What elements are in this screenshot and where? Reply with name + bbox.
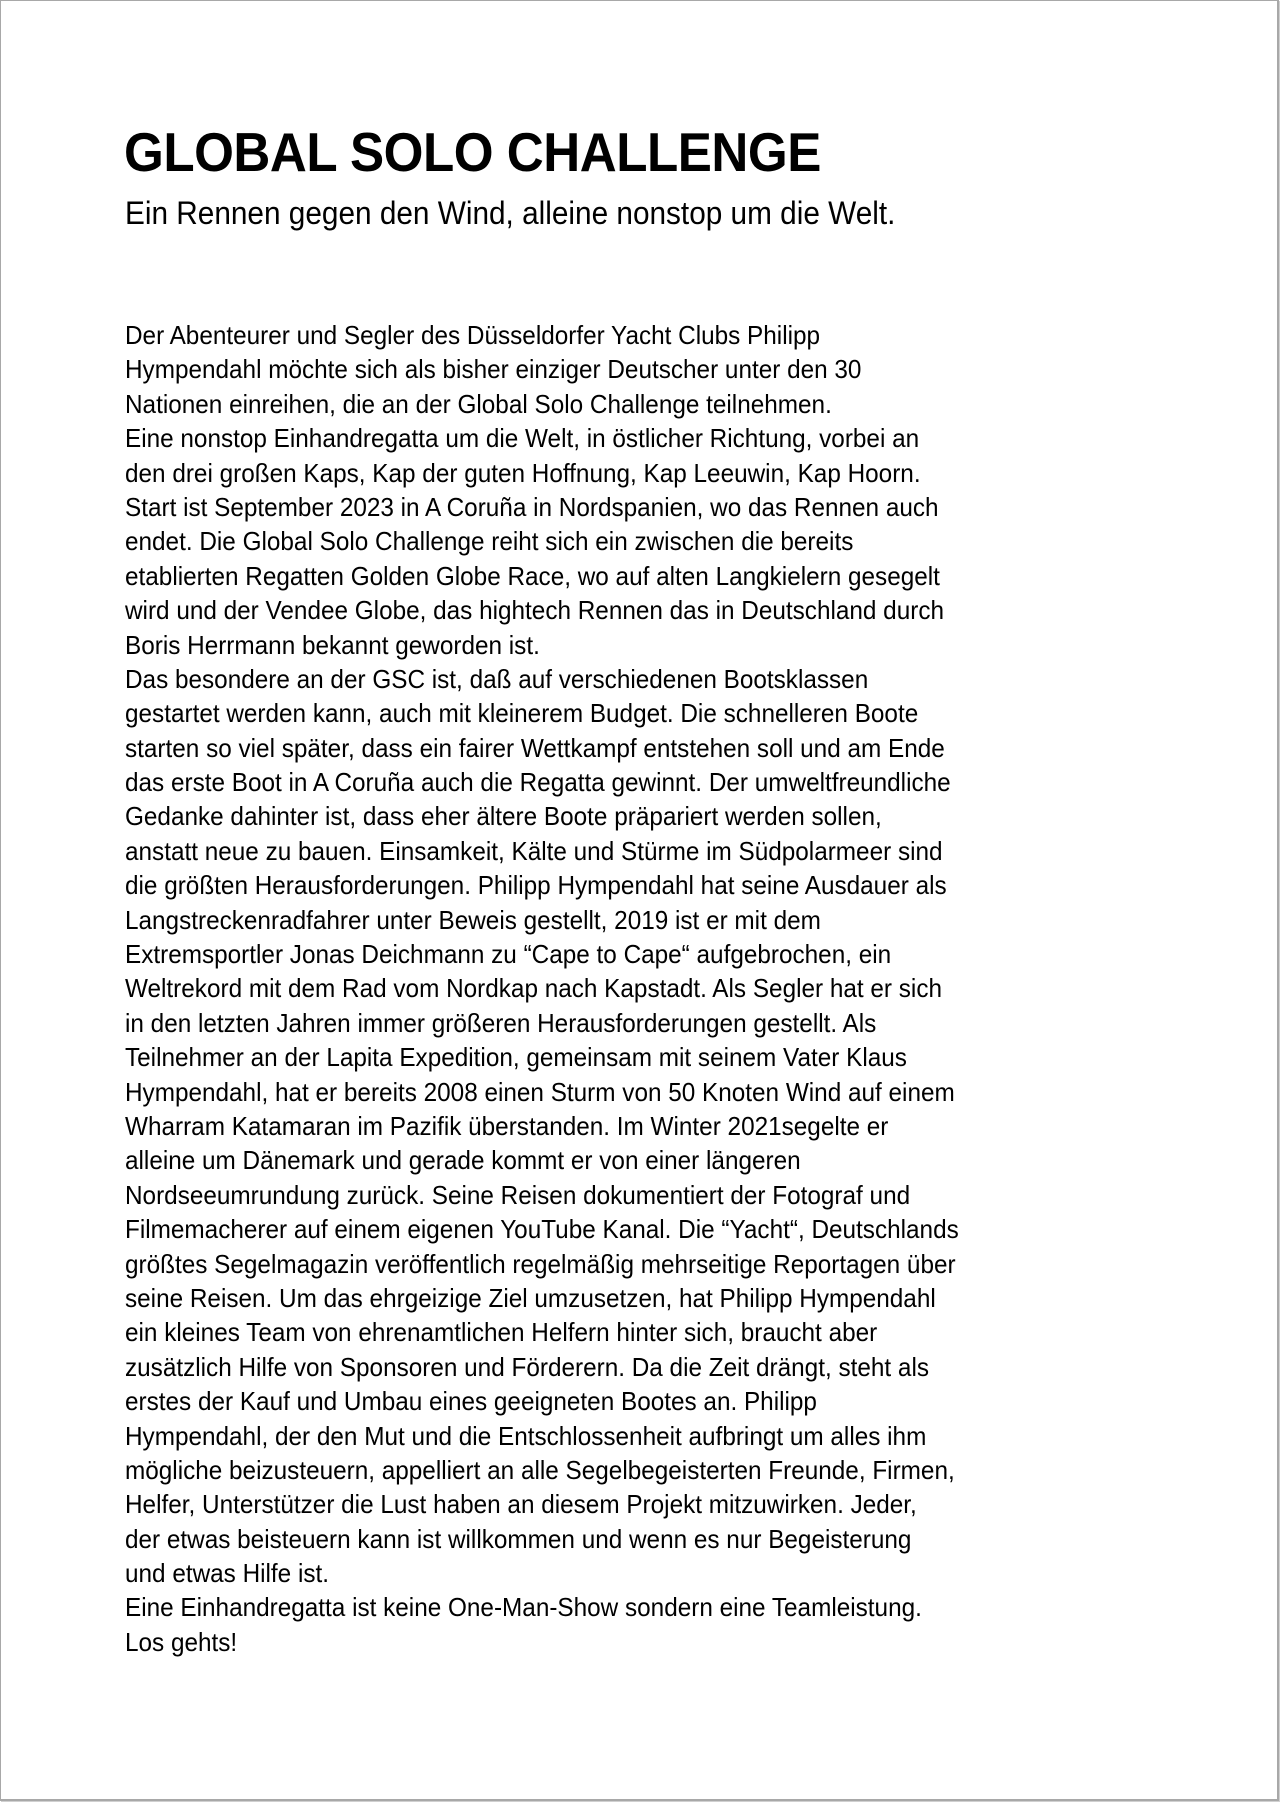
body-text-line: Extremsportler Jonas Deichmann zu “Cape to Cape“ aufgebrochen, ein xyxy=(125,939,892,970)
body-text-line: Nordseeumrundung zurück. Seine Reisen dokumentiert der Fotograf und xyxy=(125,1179,911,1210)
document-subtitle: Ein Rennen gegen den Wind, alleine nonstop um die Welt. xyxy=(125,195,896,231)
body-text-line: Teilnehmer an der Lapita Expedition, gemeinsam mit seinem Vater Klaus xyxy=(125,1042,907,1073)
body-text-line: ein kleines Team von ehrenamtlichen Helfern hinter sich, braucht aber xyxy=(125,1317,878,1348)
body-text-line: Boris Herrmann bekannt geworden ist. xyxy=(125,629,540,660)
body-text-line: seine Reisen. Um das ehrgeizige Ziel umzusetzen, hat Philipp Hympendahl xyxy=(125,1282,936,1313)
body-text-line: größtes Segelmagazin veröffentlich regelmäßig mehrseitige Reportagen über xyxy=(125,1248,956,1279)
body-text-line: wird und der Vendee Globe, das hightech Rennen das in Deutschland durch xyxy=(125,595,945,626)
body-text-line: zusätzlich Hilfe von Sponsoren und Förderern. Da die Zeit drängt, steht als xyxy=(125,1351,930,1382)
body-text-line: gestartet werden kann, auch mit kleinerem Budget. Die schnelleren Boote xyxy=(125,698,919,729)
body-text-line: Wharram Katamaran im Pazifik überstanden. Im Winter 2021segelte er xyxy=(125,1110,889,1141)
body-text-line: Weltrekord mit dem Rad vom Nordkap nach Kapstadt. Als Segler hat er sich xyxy=(125,973,943,1004)
body-text-line: Nationen einreihen, die an der Global Solo Challenge teilnehmen. xyxy=(125,388,832,419)
body-text-line: anstatt neue zu bauen. Einsamkeit, Kälte und Stürme im Südpolarmeer sind xyxy=(125,835,943,866)
body-text-line: Gedanke dahinter ist, dass eher ältere Boote präpariert werden sollen, xyxy=(125,801,882,832)
body-text-line: Filmemacherer auf einem eigenen YouTube Kanal. Die “Yacht“, Deutschlands xyxy=(125,1214,959,1245)
body-text-line: Hympendahl, hat er bereits 2008 einen Sturm von 50 Knoten Wind auf einem xyxy=(125,1076,955,1107)
document-title: GLOBAL SOLO CHALLENGE xyxy=(124,121,821,183)
body-text-line: Langstreckenradfahrer unter Beweis gestellt, 2019 ist er mit dem xyxy=(125,904,821,935)
body-text-line: endet. Die Global Solo Challenge reiht sich ein zwischen die bereits xyxy=(125,526,854,557)
body-text-line: etablierten Regatten Golden Globe Race, wo auf alten Langkielern gesegelt xyxy=(125,560,940,591)
body-text-line: der etwas beisteuern kann ist willkommen und wenn es nur Begeisterung xyxy=(125,1523,912,1554)
body-text-line: Hympendahl möchte sich als bisher einziger Deutscher unter den 30 xyxy=(125,354,862,385)
body-text-line: die größten Herausforderungen. Philipp Hympendahl hat seine Ausdauer als xyxy=(125,870,947,901)
document-body xyxy=(125,318,1225,1659)
body-text-line: Hympendahl, der den Mut und die Entschlossenheit aufbringt um alles ihm xyxy=(125,1420,927,1451)
body-text-line: Start ist September 2023 in A Coruña in Nordspanien, wo das Rennen auch xyxy=(125,491,939,522)
body-text-line: in den letzten Jahren immer größeren Herausforderungen gestellt. Als xyxy=(125,1007,877,1038)
body-text-line: Helfer, Unterstützer die Lust haben an diesem Projekt mitzuwirken. Jeder, xyxy=(125,1489,917,1520)
body-text-line: Eine nonstop Einhandregatta um die Welt, in östlicher Richtung, vorbei an xyxy=(125,423,920,454)
body-text-line: den drei großen Kaps, Kap der guten Hoffnung, Kap Leeuwin, Kap Hoorn. xyxy=(125,457,921,488)
body-text-line: und etwas Hilfe ist. xyxy=(125,1558,330,1589)
body-text-line: starten so viel später, dass ein fairer Wettkampf entstehen soll und am Ende xyxy=(125,732,945,763)
body-text-line: Das besondere an der GSC ist, daß auf verschiedenen Bootsklassen xyxy=(125,663,869,694)
body-text-line: Los gehts! xyxy=(125,1626,238,1657)
body-text-line: mögliche beizusteuern, appelliert an alle Segelbegeisterten Freunde, Firmen, xyxy=(125,1454,955,1485)
body-text-line: Der Abenteurer und Segler des Düsseldorfer Yacht Clubs Philipp xyxy=(125,320,821,350)
body-text-line: Eine Einhandregatta ist keine One-Man-Show sondern eine Teamleistung. xyxy=(125,1592,922,1623)
body-text-line: erstes der Kauf und Umbau eines geeigneten Bootes an. Philipp xyxy=(125,1386,817,1417)
body-text-line: alleine um Dänemark und gerade kommt er von einer längeren xyxy=(125,1145,801,1176)
body-text-line: das erste Boot in A Coruña auch die Regatta gewinnt. Der umweltfreundliche xyxy=(125,767,951,798)
